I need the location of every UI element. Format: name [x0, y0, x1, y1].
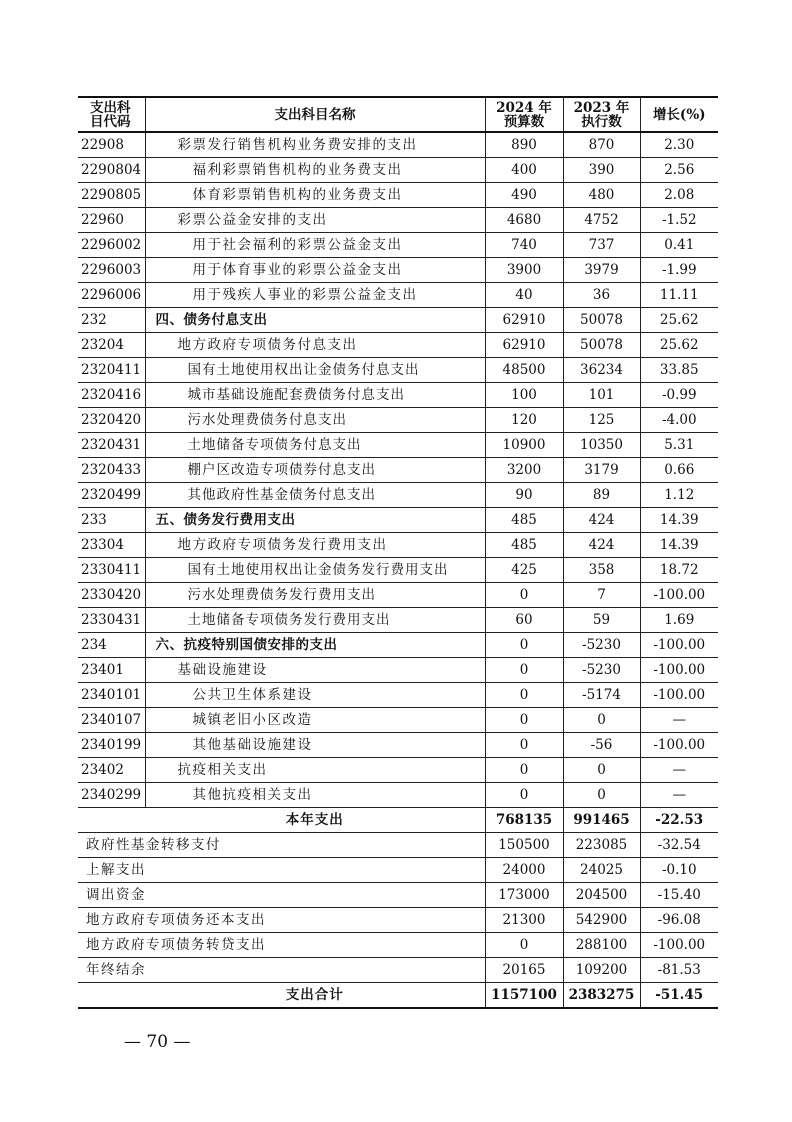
- row-name: 六、抗疫特别国债安排的支出: [145, 633, 485, 658]
- row-code: 2296006: [78, 283, 145, 308]
- row-code: 22908: [78, 132, 145, 158]
- row-actual: 0: [563, 708, 640, 733]
- row-budget: 3900: [485, 258, 563, 283]
- row-growth: 0.41: [640, 233, 718, 258]
- total-code-cell: [78, 983, 145, 1009]
- header-growth: 增长(%): [640, 97, 718, 132]
- row-actual: 59: [563, 608, 640, 633]
- table-row: [78, 433, 718, 458]
- row-budget: 740: [485, 233, 563, 258]
- row-budget: 0: [485, 683, 563, 708]
- summary-row: [78, 833, 718, 858]
- row-name: 四、债务付息支出: [145, 308, 485, 333]
- row-code: 234: [78, 633, 145, 658]
- row-actual: 36: [563, 283, 640, 308]
- row-budget: 400: [485, 158, 563, 183]
- summary-growth: -81.53: [640, 958, 718, 983]
- row-growth: -100.00: [640, 583, 718, 608]
- row-budget: 0: [485, 733, 563, 758]
- summary-name: 政府性基金转移支付: [78, 833, 485, 858]
- row-actual: 480: [563, 183, 640, 208]
- row-code: 2320499: [78, 483, 145, 508]
- row-budget: 48500: [485, 358, 563, 383]
- table-row: [78, 308, 718, 333]
- row-actual: 390: [563, 158, 640, 183]
- row-growth: 25.62: [640, 333, 718, 358]
- header-actual: 2023 年 执行数: [563, 97, 640, 132]
- row-name: 用于社会福利的彩票公益金支出: [145, 233, 485, 258]
- row-name: 土地储备专项债务发行费用支出: [145, 608, 485, 633]
- header-name: 支出科目名称: [145, 97, 485, 132]
- total-code-cell: [78, 808, 145, 833]
- row-name: 地方政府专项债务发行费用支出: [145, 533, 485, 558]
- row-budget: 3200: [485, 458, 563, 483]
- row-budget: 490: [485, 183, 563, 208]
- table-row: [78, 183, 718, 208]
- row-growth: -1.99: [640, 258, 718, 283]
- summary-growth: -22.53: [640, 808, 718, 833]
- row-name: 彩票发行销售机构业务费安排的支出: [145, 132, 485, 158]
- row-growth: -100.00: [640, 683, 718, 708]
- row-actual: 89: [563, 483, 640, 508]
- summary-budget: 20165: [485, 958, 563, 983]
- summary-growth: -32.54: [640, 833, 718, 858]
- row-code: 2320431: [78, 433, 145, 458]
- row-budget: 485: [485, 533, 563, 558]
- row-growth: -0.99: [640, 383, 718, 408]
- row-code: 2320416: [78, 383, 145, 408]
- total-name: 本年支出: [145, 808, 485, 833]
- row-budget: 890: [485, 132, 563, 158]
- row-growth: —: [640, 783, 718, 808]
- row-budget: 0: [485, 583, 563, 608]
- row-budget: 0: [485, 758, 563, 783]
- row-growth: 25.62: [640, 308, 718, 333]
- row-name: 用于残疾人事业的彩票公益金支出: [145, 283, 485, 308]
- table-row: [78, 458, 718, 483]
- table-row: [78, 608, 718, 633]
- row-actual: 0: [563, 758, 640, 783]
- row-growth: -100.00: [640, 633, 718, 658]
- table-row: [78, 558, 718, 583]
- row-growth: 14.39: [640, 533, 718, 558]
- table-row: [78, 633, 718, 658]
- row-budget: 100: [485, 383, 563, 408]
- row-growth: -100.00: [640, 658, 718, 683]
- summary-row: [78, 933, 718, 958]
- row-name: 其他基础设施建设: [145, 733, 485, 758]
- row-actual: 101: [563, 383, 640, 408]
- row-code: 22960: [78, 208, 145, 233]
- summary-name: 地方政府专项债务转贷支出: [78, 933, 485, 958]
- summary-actual: 109200: [563, 958, 640, 983]
- table-row: [78, 383, 718, 408]
- row-name: 五、债务发行费用支出: [145, 508, 485, 533]
- row-actual: 358: [563, 558, 640, 583]
- summary-actual: 223085: [563, 833, 640, 858]
- row-name: 污水处理费债务发行费用支出: [145, 583, 485, 608]
- row-growth: 2.08: [640, 183, 718, 208]
- row-budget: 60: [485, 608, 563, 633]
- row-budget: 485: [485, 508, 563, 533]
- row-code: 2290805: [78, 183, 145, 208]
- row-actual: 10350: [563, 433, 640, 458]
- row-name: 福利彩票销售机构的业务费支出: [145, 158, 485, 183]
- row-budget: 4680: [485, 208, 563, 233]
- row-code: 2340299: [78, 783, 145, 808]
- summary-growth: -51.45: [640, 983, 718, 1009]
- row-growth: 18.72: [640, 558, 718, 583]
- row-code: 2296003: [78, 258, 145, 283]
- row-name: 地方政府专项债务付息支出: [145, 333, 485, 358]
- row-name: 其他政府性基金债务付息支出: [145, 483, 485, 508]
- row-name: 抗疫相关支出: [145, 758, 485, 783]
- row-code: 2320433: [78, 458, 145, 483]
- row-code: 2340101: [78, 683, 145, 708]
- row-budget: 40: [485, 283, 563, 308]
- table-row: [78, 333, 718, 358]
- row-code: 23204: [78, 333, 145, 358]
- table-row: [78, 783, 718, 808]
- summary-name: 上解支出: [78, 858, 485, 883]
- row-name: 彩票公益金安排的支出: [145, 208, 485, 233]
- table-row: [78, 508, 718, 533]
- row-budget: 0: [485, 708, 563, 733]
- summary-growth: -15.40: [640, 883, 718, 908]
- summary-actual: 288100: [563, 933, 640, 958]
- row-growth: 14.39: [640, 508, 718, 533]
- summary-budget: 768135: [485, 808, 563, 833]
- table-row: [78, 208, 718, 233]
- row-growth: 33.85: [640, 358, 718, 383]
- row-growth: 2.56: [640, 158, 718, 183]
- row-actual: 3179: [563, 458, 640, 483]
- summary-row: [78, 858, 718, 883]
- summary-budget: 1157100: [485, 983, 563, 1009]
- row-growth: 5.31: [640, 433, 718, 458]
- table-row: [78, 258, 718, 283]
- table-row: [78, 583, 718, 608]
- summary-growth: -0.10: [640, 858, 718, 883]
- row-budget: 62910: [485, 308, 563, 333]
- table-body: [78, 132, 718, 1008]
- row-growth: —: [640, 708, 718, 733]
- summary-actual: 991465: [563, 808, 640, 833]
- row-actual: 4752: [563, 208, 640, 233]
- expenditure-table: [78, 96, 718, 1009]
- row-growth: —: [640, 758, 718, 783]
- row-actual: 36234: [563, 358, 640, 383]
- summary-actual: 2383275: [563, 983, 640, 1009]
- row-growth: 11.11: [640, 283, 718, 308]
- summary-actual: 204500: [563, 883, 640, 908]
- row-code: 2330420: [78, 583, 145, 608]
- summary-growth: -100.00: [640, 933, 718, 958]
- total-row: [78, 983, 718, 1009]
- row-name: 基础设施建设: [145, 658, 485, 683]
- row-budget: 425: [485, 558, 563, 583]
- row-code: 2330431: [78, 608, 145, 633]
- table-row: [78, 758, 718, 783]
- row-actual: -5230: [563, 633, 640, 658]
- row-name: 城市基础设施配套费债务付息支出: [145, 383, 485, 408]
- row-code: 2320411: [78, 358, 145, 383]
- row-actual: 737: [563, 233, 640, 258]
- row-name: 棚户区改造专项债券付息支出: [145, 458, 485, 483]
- summary-budget: 0: [485, 933, 563, 958]
- row-actual: 424: [563, 508, 640, 533]
- row-name: 污水处理费债务付息支出: [145, 408, 485, 433]
- row-budget: 62910: [485, 333, 563, 358]
- row-budget: 10900: [485, 433, 563, 458]
- table-row: [78, 733, 718, 758]
- row-actual: 3979: [563, 258, 640, 283]
- row-code: 2296002: [78, 233, 145, 258]
- summary-row: [78, 908, 718, 933]
- row-growth: 0.66: [640, 458, 718, 483]
- table-row: [78, 658, 718, 683]
- row-actual: 870: [563, 132, 640, 158]
- page-number: — 70 —: [124, 1032, 191, 1052]
- row-actual: -56: [563, 733, 640, 758]
- summary-name: 调出资金: [78, 883, 485, 908]
- row-growth: 1.12: [640, 483, 718, 508]
- row-budget: 0: [485, 633, 563, 658]
- row-budget: 90: [485, 483, 563, 508]
- table-row: [78, 283, 718, 308]
- summary-budget: 24000: [485, 858, 563, 883]
- summary-budget: 21300: [485, 908, 563, 933]
- row-name: 国有土地使用权出让金债务发行费用支出: [145, 558, 485, 583]
- summary-budget: 173000: [485, 883, 563, 908]
- row-code: 23401: [78, 658, 145, 683]
- row-actual: 7: [563, 583, 640, 608]
- row-name: 城镇老旧小区改造: [145, 708, 485, 733]
- table-row: [78, 483, 718, 508]
- row-code: 2320420: [78, 408, 145, 433]
- row-budget: 0: [485, 783, 563, 808]
- row-code: 2330411: [78, 558, 145, 583]
- row-actual: -5230: [563, 658, 640, 683]
- row-name: 用于体育事业的彩票公益金支出: [145, 258, 485, 283]
- row-name: 国有土地使用权出让金债务付息支出: [145, 358, 485, 383]
- table-row: [78, 358, 718, 383]
- summary-actual: 24025: [563, 858, 640, 883]
- summary-row: [78, 958, 718, 983]
- summary-actual: 542900: [563, 908, 640, 933]
- row-actual: 125: [563, 408, 640, 433]
- row-growth: -1.52: [640, 208, 718, 233]
- row-code: 232: [78, 308, 145, 333]
- total-row: [78, 808, 718, 833]
- table-row: [78, 233, 718, 258]
- summary-growth: -96.08: [640, 908, 718, 933]
- table-row: [78, 158, 718, 183]
- total-name: 支出合计: [145, 983, 485, 1009]
- row-growth: 2.30: [640, 132, 718, 158]
- row-budget: 0: [485, 658, 563, 683]
- row-name: 土地储备专项债务付息支出: [145, 433, 485, 458]
- table-row: [78, 533, 718, 558]
- row-actual: 0: [563, 783, 640, 808]
- row-name: 体育彩票销售机构的业务费支出: [145, 183, 485, 208]
- summary-name: 年终结余: [78, 958, 485, 983]
- row-budget: 120: [485, 408, 563, 433]
- row-code: 2340199: [78, 733, 145, 758]
- row-growth: -4.00: [640, 408, 718, 433]
- row-actual: 424: [563, 533, 640, 558]
- row-growth: -100.00: [640, 733, 718, 758]
- row-actual: 50078: [563, 308, 640, 333]
- summary-name: 地方政府专项债务还本支出: [78, 908, 485, 933]
- summary-row: [78, 883, 718, 908]
- row-code: 233: [78, 508, 145, 533]
- row-code: 23304: [78, 533, 145, 558]
- table-row: [78, 708, 718, 733]
- summary-budget: 150500: [485, 833, 563, 858]
- table-row: [78, 132, 718, 158]
- row-actual: -5174: [563, 683, 640, 708]
- row-code: 2290804: [78, 158, 145, 183]
- row-actual: 50078: [563, 333, 640, 358]
- row-growth: 1.69: [640, 608, 718, 633]
- row-name: 公共卫生体系建设: [145, 683, 485, 708]
- header-budget: 2024 年 预算数: [485, 97, 563, 132]
- row-name: 其他抗疫相关支出: [145, 783, 485, 808]
- row-code: 2340107: [78, 708, 145, 733]
- table-header-row: [78, 97, 718, 132]
- table-row: [78, 408, 718, 433]
- row-code: 23402: [78, 758, 145, 783]
- header-code: 支出科 目代码: [78, 97, 145, 132]
- table-row: [78, 683, 718, 708]
